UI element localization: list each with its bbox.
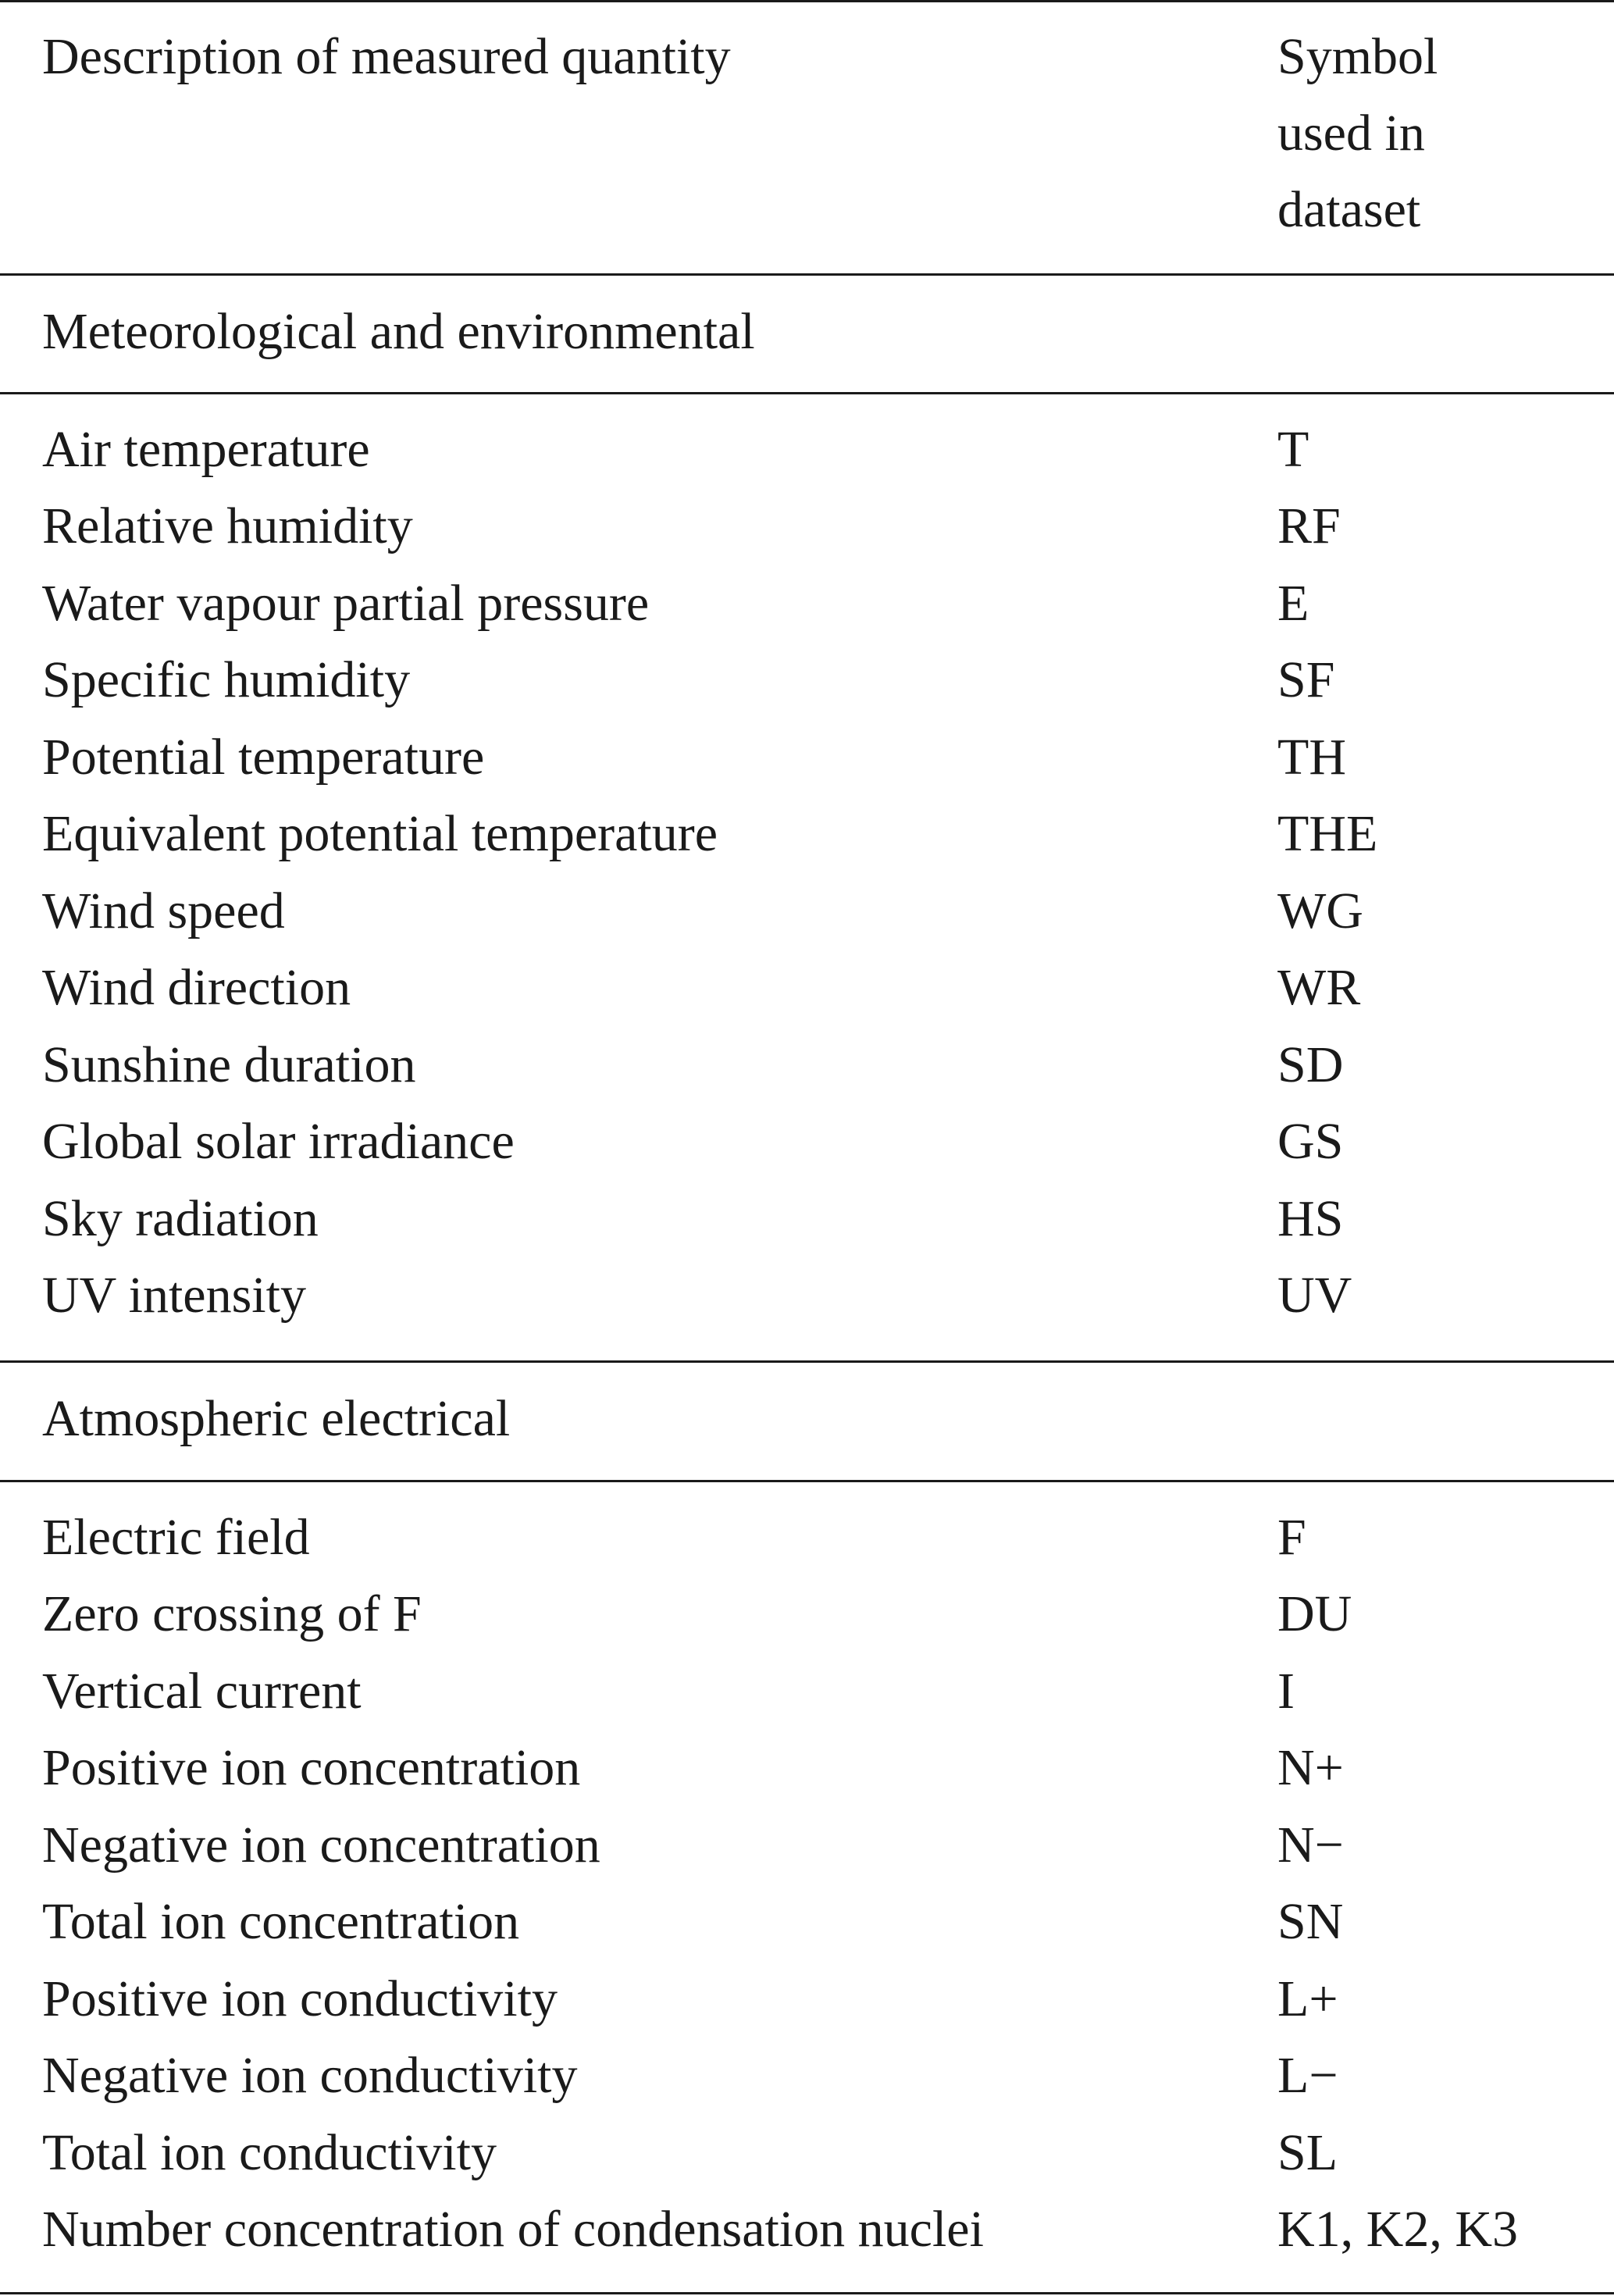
header-symbol-line-3: dataset bbox=[1277, 181, 1421, 238]
table-row-description: Potential temperature bbox=[42, 729, 485, 786]
table-row-symbol: E bbox=[1277, 575, 1309, 632]
table-row-description: Negative ion concentration bbox=[42, 1816, 600, 1874]
table-row-symbol: TH bbox=[1277, 729, 1346, 786]
header-description: Description of measured quantity bbox=[42, 28, 731, 85]
table-row-symbol: N+ bbox=[1277, 1739, 1344, 1796]
table-row-description: Wind direction bbox=[42, 959, 351, 1016]
section-1-title-rule bbox=[0, 392, 1614, 394]
section-2-top-rule bbox=[0, 1360, 1614, 1363]
table-row-symbol: L− bbox=[1277, 2047, 1338, 2104]
table-row-symbol: UV bbox=[1277, 1267, 1352, 1324]
table-row-description: Vertical current bbox=[42, 1663, 362, 1720]
table-row-symbol: L+ bbox=[1277, 1970, 1338, 2027]
table-row-symbol: SD bbox=[1277, 1036, 1344, 1093]
table-row-description: Equivalent potential temperature bbox=[42, 805, 718, 862]
table-row-symbol: RF bbox=[1277, 497, 1341, 554]
bottom-rule bbox=[0, 2292, 1614, 2294]
table-row-symbol: N− bbox=[1277, 1816, 1344, 1874]
header-symbol-line-1: Symbol bbox=[1277, 28, 1438, 85]
table-row-description: Water vapour partial pressure bbox=[42, 575, 650, 632]
table-row-symbol: WR bbox=[1277, 959, 1361, 1016]
header-symbol-line-2: used in bbox=[1277, 105, 1425, 162]
table-row-symbol: T bbox=[1277, 421, 1309, 478]
top-rule bbox=[0, 0, 1614, 2]
table-row-description: Wind speed bbox=[42, 882, 285, 939]
table-row-description: Total ion concentration bbox=[42, 1893, 520, 1950]
section-2-title-rule bbox=[0, 1480, 1614, 1482]
table-row-symbol: SL bbox=[1277, 2124, 1338, 2181]
table-row-symbol: HS bbox=[1277, 1190, 1344, 1247]
table-row-symbol: I bbox=[1277, 1663, 1295, 1720]
table-row-description: Electric field bbox=[42, 1509, 310, 1566]
table-row-symbol: WG bbox=[1277, 882, 1363, 939]
table-row-description: Negative ion conductivity bbox=[42, 2047, 578, 2104]
table-row-description: Number concentration of condensation nuclei bbox=[42, 2201, 984, 2258]
table-row-description: Air temperature bbox=[42, 421, 370, 478]
table-row-description: Total ion conductivity bbox=[42, 2124, 497, 2181]
table-row-description: Sunshine duration bbox=[42, 1036, 416, 1093]
table-row-description: Positive ion concentration bbox=[42, 1739, 581, 1796]
table-row-description: UV intensity bbox=[42, 1267, 306, 1324]
section-title: Atmospheric electrical bbox=[42, 1390, 511, 1447]
table-row-description: Specific humidity bbox=[42, 651, 411, 708]
table-row-symbol: F bbox=[1277, 1509, 1306, 1566]
table-row-symbol: GS bbox=[1277, 1113, 1344, 1170]
table-row-description: Global solar irradiance bbox=[42, 1113, 515, 1170]
table-row-symbol: DU bbox=[1277, 1585, 1352, 1642]
table-row-symbol: SN bbox=[1277, 1893, 1344, 1950]
table-row-description: Sky radiation bbox=[42, 1190, 319, 1247]
table-row-symbol: K1, K2, K3 bbox=[1277, 2201, 1518, 2258]
header-bottom-rule bbox=[0, 273, 1614, 276]
section-title: Meteorological and environmental bbox=[42, 303, 755, 360]
table-row-description: Positive ion conductivity bbox=[42, 1970, 558, 2027]
table-row-symbol: SF bbox=[1277, 651, 1335, 708]
table-row-description: Zero crossing of F bbox=[42, 1585, 422, 1642]
table-row-symbol: THE bbox=[1277, 805, 1378, 862]
table-row-description: Relative humidity bbox=[42, 497, 413, 554]
